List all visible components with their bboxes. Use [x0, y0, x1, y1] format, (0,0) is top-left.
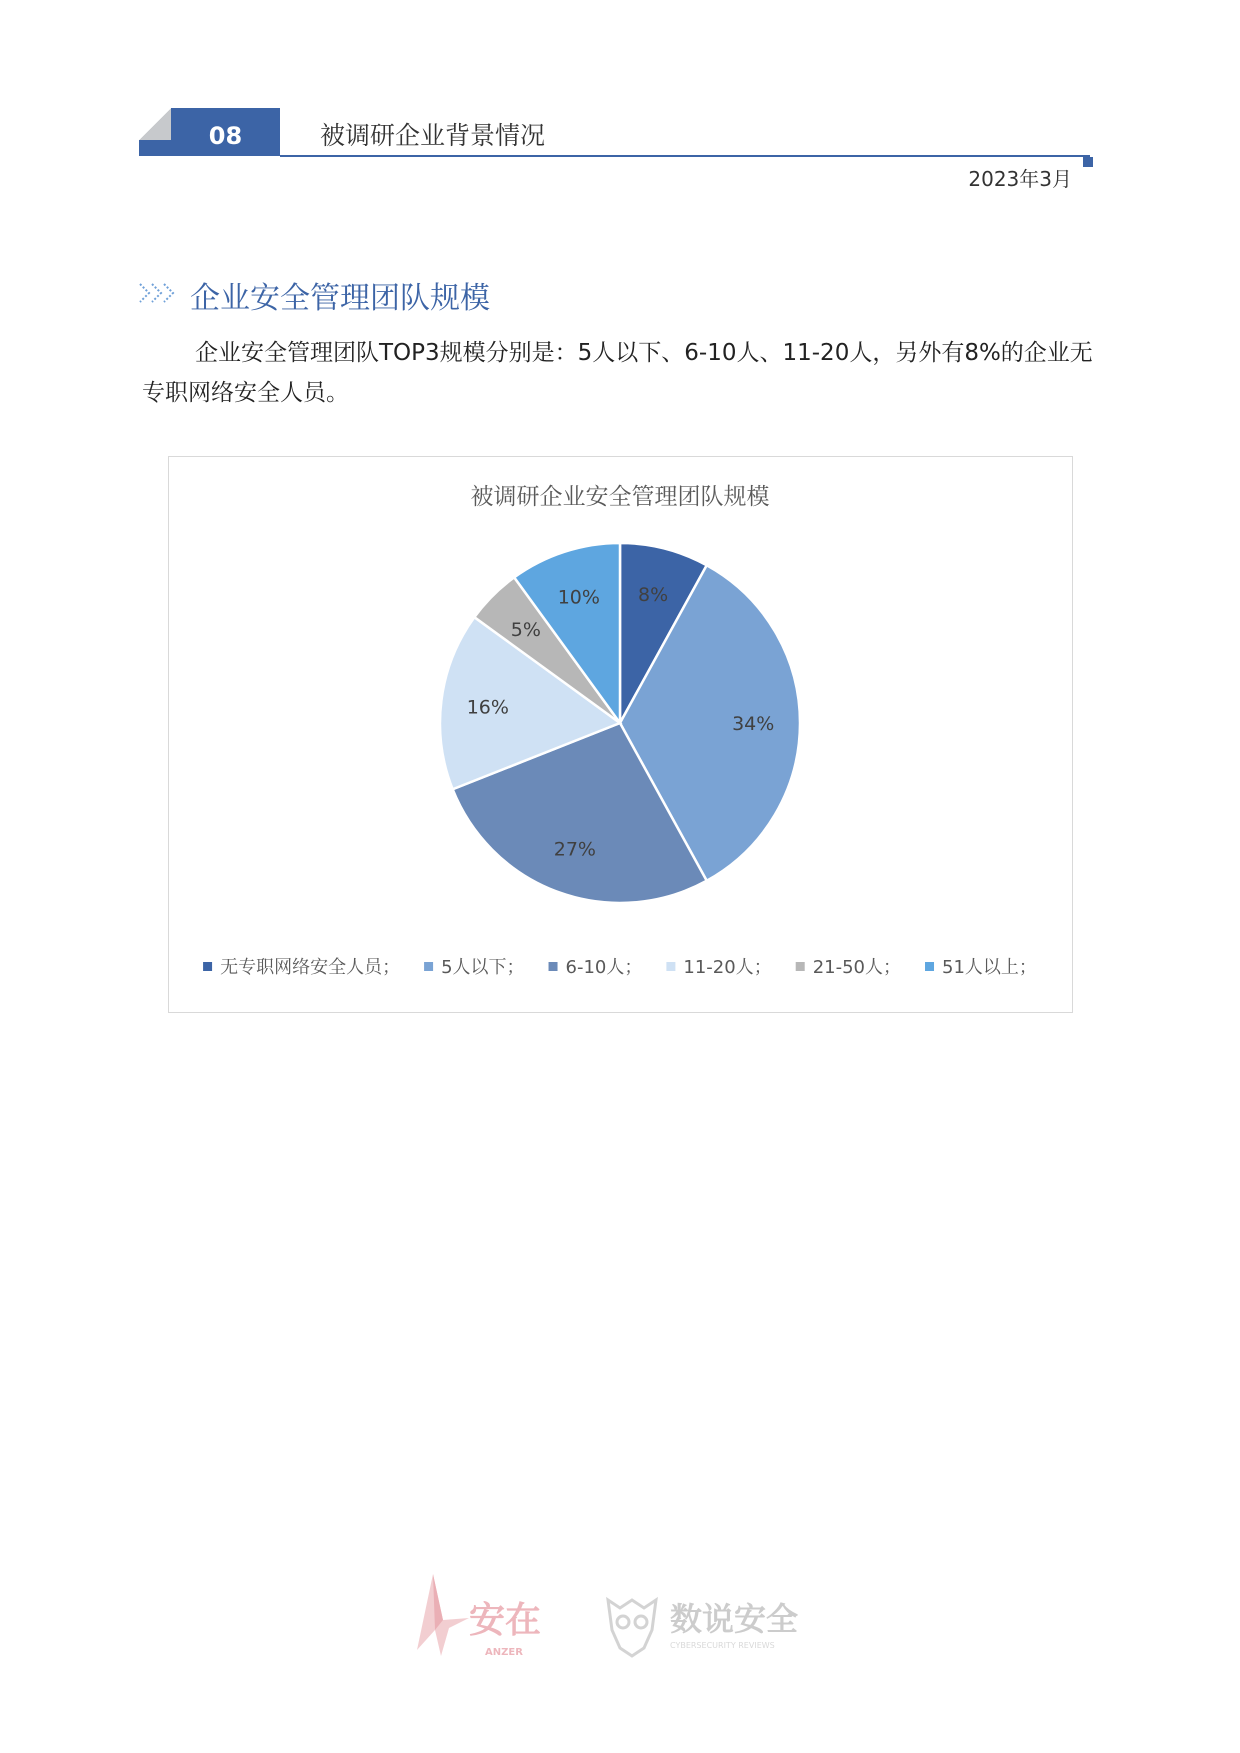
header-tab-base [139, 140, 171, 156]
anzer-logo-subtext: ANZER [485, 1647, 523, 1658]
legend-swatch [203, 962, 212, 971]
slice-data-label: 5% [510, 618, 541, 641]
chevrons-right-icon [138, 280, 176, 306]
chart-legend [203, 957, 1037, 978]
report-date: 2023年3月 [968, 167, 1072, 191]
legend-swatch [424, 962, 433, 971]
header-marker [1083, 157, 1093, 167]
legend-swatch [549, 962, 558, 971]
anzer-logo [405, 1570, 555, 1665]
legend-label: 6-10人； [565, 957, 643, 978]
pie-chart [169, 457, 1072, 1012]
legend-label: 51人以上； [942, 957, 1037, 978]
slice-data-label: 34% [732, 713, 775, 735]
legend-label: 无专职网络安全人员； [220, 957, 401, 978]
legend-label: 11-20人； [683, 957, 772, 978]
section-heading: 企业安全管理团队规模 [190, 281, 490, 316]
legend-swatch [666, 962, 675, 971]
shushuo-logo-subtext: CYBERSECURITY REVIEWS [670, 1641, 775, 1650]
header-tab-corner [139, 108, 171, 140]
chart-frame [168, 456, 1073, 1013]
slice-data-label: 8% [638, 583, 669, 606]
anzer-logo-text: 安在 [469, 1600, 542, 1641]
shushuo-logo [600, 1590, 840, 1660]
page-number: 08 [208, 122, 243, 150]
slice-data-label: 27% [553, 838, 596, 861]
section-title: 被调研企业背景情况 [320, 121, 546, 150]
chart-title: 被调研企业安全管理团队规模 [470, 484, 770, 510]
header-rule [280, 155, 1090, 157]
shushuo-logo-text: 数说安全 [670, 1600, 799, 1638]
intro-paragraph: 企业安全管理团队TOP3规模分别是：5人以下、6-10人、11-20人，另外有8%的企业无专职网络安全人员。 [142, 340, 1093, 406]
legend-label: 5人以下； [441, 957, 525, 978]
slice-data-label: 16% [466, 696, 509, 719]
legend-swatch [925, 962, 934, 971]
slice-data-label: 10% [557, 586, 600, 609]
legend-label: 21-50人； [812, 957, 902, 978]
legend-swatch [796, 962, 805, 971]
